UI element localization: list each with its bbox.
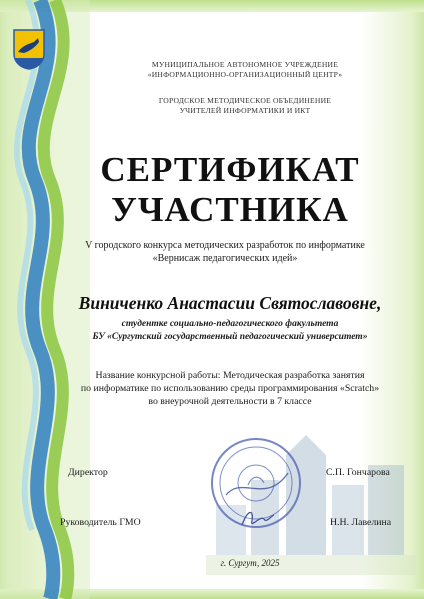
work-line: Название конкурсной работы: Методическая разработка занятия bbox=[95, 370, 365, 381]
work-title bbox=[55, 369, 405, 408]
city-emblem-icon bbox=[12, 28, 46, 70]
event-name: «Вернисаж педагогических идей» bbox=[152, 253, 298, 264]
recipient-role: студентке социально-педагогического факультета bbox=[121, 319, 339, 329]
event-description bbox=[80, 239, 370, 265]
work-line: во внеурочной деятельности в 7 классе bbox=[148, 396, 312, 407]
work-line: по информатике по использованию среды программирования «Scratch» bbox=[80, 383, 380, 394]
city-year: г. Сургут, 2025 bbox=[220, 558, 280, 568]
certificate-title: СЕРТИФИКАТ bbox=[100, 150, 360, 189]
director-name: С.П. Гончарова bbox=[326, 467, 390, 478]
organization-line: МУНИЦИПАЛЬНОЕ АВТОНОМНОЕ УЧРЕЖДЕНИЕ bbox=[151, 60, 339, 69]
certificate-subtitle: УЧАСТНИКА bbox=[111, 190, 349, 229]
gmo-head-label: Руководитель ГМО bbox=[60, 517, 141, 528]
organization-line: «ИНФОРМАЦИОННО-ОРГАНИЗАЦИОННЫЙ ЦЕНТР» bbox=[147, 70, 343, 79]
director-label: Директор bbox=[68, 467, 108, 478]
recipient-name: Виниченко Анастасии Святославовне, bbox=[78, 293, 382, 313]
organization-name bbox=[105, 60, 385, 80]
signature-mark bbox=[238, 505, 278, 533]
methodical-association bbox=[105, 96, 385, 116]
gmo-head-name: Н.Н. Лавелина bbox=[330, 517, 392, 528]
recipient-institution: БУ «Сургутский государственный педагогический университет» bbox=[92, 332, 368, 342]
association-line: УЧИТЕЛЕЙ ИНФОРМАТИКИ И ИКТ bbox=[179, 106, 311, 115]
event-line: V городского конкурса методических разработок по информатике bbox=[85, 240, 365, 251]
association-line: ГОРОДСКОЕ МЕТОДИЧЕСКОЕ ОБЪЕДИНЕНИЕ bbox=[158, 96, 332, 105]
